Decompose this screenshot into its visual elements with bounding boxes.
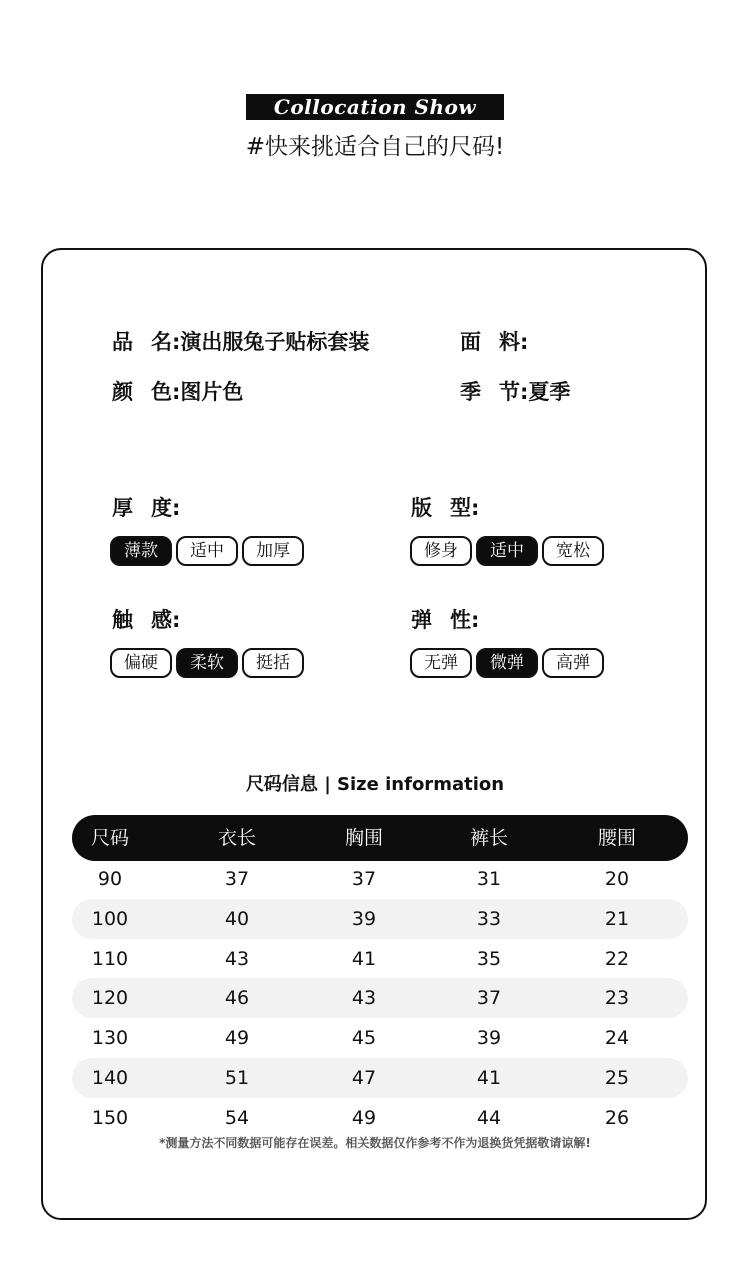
thickness-title-b: 度: <box>151 496 181 520</box>
color-row <box>112 378 243 406</box>
touch-options <box>110 648 304 678</box>
size-info-title: 尺码信息 | Size information <box>245 774 505 795</box>
fabric-label-b: 料: <box>499 330 529 354</box>
table-cell: 21 <box>604 907 630 930</box>
table-cell: 45 <box>351 1027 377 1050</box>
header-cell: 腰围 <box>597 827 636 849</box>
fit-title-b: 型: <box>450 496 480 520</box>
table-row <box>72 978 688 1018</box>
table-cell: 31 <box>476 868 502 890</box>
table-cell: 39 <box>351 907 377 930</box>
table-cell: 24 <box>604 1027 630 1050</box>
table-cell: 100 <box>91 907 129 930</box>
season-row <box>460 378 570 406</box>
elasticity-title-b: 性: <box>450 608 480 632</box>
elasticity-title <box>411 606 479 634</box>
table-cell: 49 <box>224 1027 250 1050</box>
fit-option-0: 修身 <box>410 536 472 566</box>
table-row <box>72 1098 688 1138</box>
season-label-b: 节: <box>499 380 529 404</box>
table-row <box>72 939 688 979</box>
table-row <box>72 859 688 899</box>
elasticity-option-0: 无弹 <box>410 648 472 678</box>
size-table-header <box>72 815 688 861</box>
color-label-a: 颜 <box>112 380 151 404</box>
fit-options <box>410 536 604 566</box>
header-cell: 尺码 <box>90 827 129 849</box>
table-cell: 41 <box>476 1067 502 1089</box>
fit-option-2: 宽松 <box>542 536 604 566</box>
elasticity-options <box>410 648 604 678</box>
header-cell: 胸围 <box>344 827 383 849</box>
table-cell: 90 <box>97 868 123 890</box>
thickness-option-1: 适中 <box>176 536 238 566</box>
thickness-title <box>112 494 180 522</box>
season-value: 夏季 <box>528 380 571 404</box>
table-cell: 23 <box>604 987 630 1010</box>
page-subtitle: #快来挑适合自己的尺码! <box>245 134 505 160</box>
product-name-row <box>112 328 369 356</box>
table-cell: 54 <box>224 1106 250 1129</box>
table-cell: 41 <box>351 947 377 970</box>
table-cell: 49 <box>351 1106 377 1129</box>
table-cell: 22 <box>604 947 630 970</box>
table-cell: 40 <box>224 907 250 930</box>
thickness-title-a: 厚 <box>112 496 151 520</box>
header-cell: 衣长 <box>217 827 256 849</box>
fit-title-a: 版 <box>411 496 450 520</box>
color-value: 图片色 <box>180 380 244 404</box>
measurement-footnote: *测量方法不同数据可能存在误差。相关数据仅作参考不作为退换货凭据敬请谅解! <box>159 1136 591 1150</box>
table-cell: 37 <box>224 868 250 890</box>
fabric-row <box>460 328 528 356</box>
table-cell: 26 <box>604 1106 630 1129</box>
elasticity-title-a: 弹 <box>411 608 450 632</box>
touch-option-0: 偏硬 <box>110 648 172 678</box>
color-label-b: 色: <box>151 380 181 404</box>
product-name-value: 演出服兔子贴标套装 <box>180 330 370 354</box>
table-row <box>72 1018 688 1058</box>
header-cell: 裤长 <box>469 827 508 849</box>
table-cell: 110 <box>91 947 129 970</box>
product-name-label-b: 名: <box>151 330 181 354</box>
table-cell: 51 <box>224 1067 250 1089</box>
table-cell: 43 <box>224 947 250 970</box>
table-row <box>72 899 688 939</box>
fit-title <box>411 494 479 522</box>
table-cell: 33 <box>476 907 502 930</box>
touch-title-a: 触 <box>112 608 151 632</box>
fit-option-1: 适中 <box>476 536 538 566</box>
table-cell: 44 <box>476 1106 502 1129</box>
thickness-option-0: 薄款 <box>110 536 172 566</box>
table-cell: 39 <box>476 1027 502 1050</box>
table-cell: 47 <box>351 1067 377 1089</box>
touch-title <box>112 606 180 634</box>
table-cell: 35 <box>476 947 502 970</box>
touch-title-b: 感: <box>151 608 181 632</box>
table-cell: 140 <box>91 1067 129 1089</box>
table-cell: 130 <box>91 1027 129 1050</box>
table-cell: 37 <box>476 987 502 1010</box>
season-label-a: 季 <box>460 380 499 404</box>
table-cell: 20 <box>604 868 630 890</box>
elasticity-option-2: 高弹 <box>542 648 604 678</box>
thickness-options <box>110 536 304 566</box>
product-name-label-a: 品 <box>112 330 151 354</box>
table-cell: 43 <box>351 987 377 1010</box>
table-row <box>72 1058 688 1098</box>
table-cell: 120 <box>91 987 129 1010</box>
thickness-option-2: 加厚 <box>242 536 304 566</box>
table-cell: 25 <box>604 1067 630 1089</box>
elasticity-option-1: 微弹 <box>476 648 538 678</box>
table-cell: 37 <box>351 868 377 890</box>
table-cell: 46 <box>224 987 250 1010</box>
touch-option-1: 柔软 <box>176 648 238 678</box>
fabric-label-a: 面 <box>460 330 499 354</box>
table-cell: 150 <box>91 1106 129 1129</box>
touch-option-2: 挺括 <box>242 648 304 678</box>
collocation-show-banner: Collocation Show <box>246 94 504 120</box>
